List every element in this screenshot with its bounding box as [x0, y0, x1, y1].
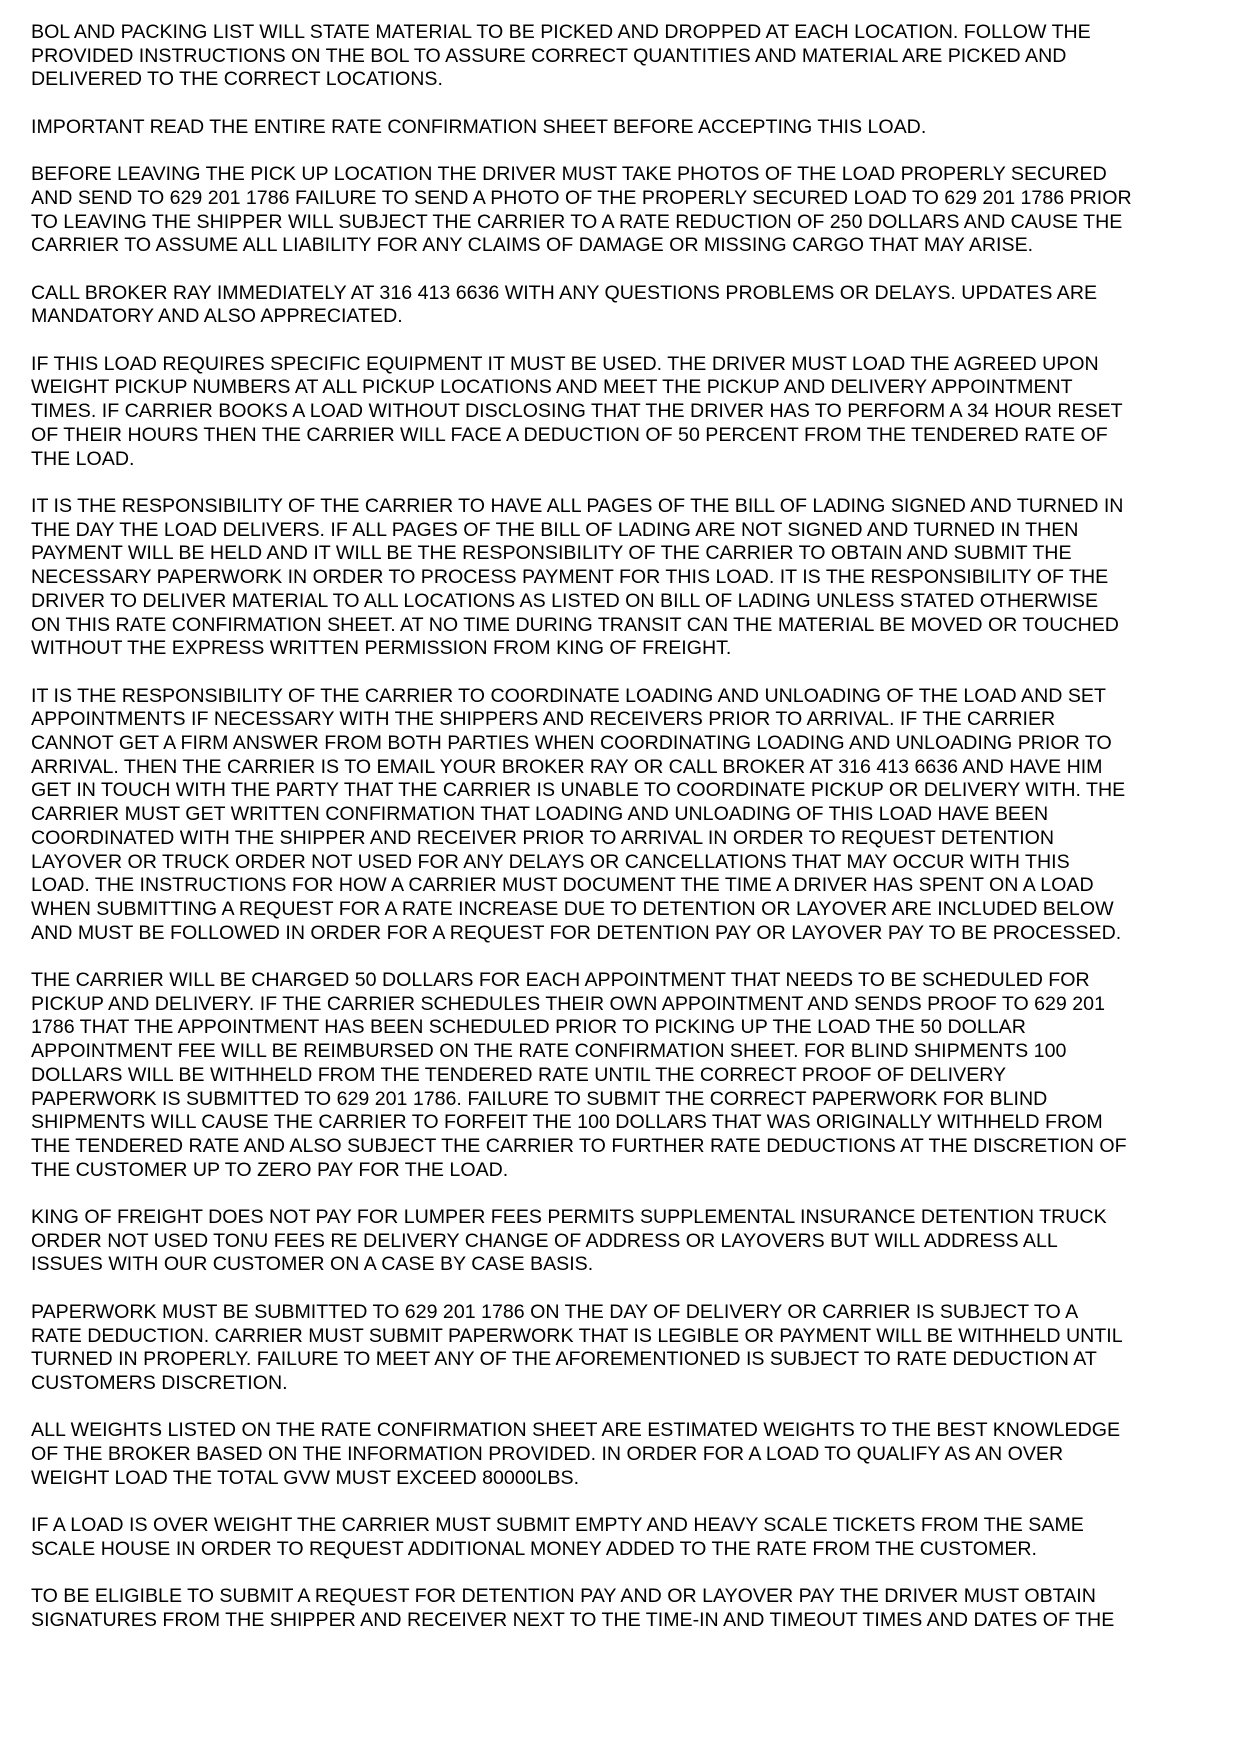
paragraph-line: MANDATORY AND ALSO APPRECIATED.: [31, 305, 403, 328]
paragraph-line: THE CUSTOMER UP TO ZERO PAY FOR THE LOAD.: [31, 1158, 509, 1181]
paragraph-line: PICKUP AND DELIVERY. IF THE CARRIER SCHEDULES THEIR OWN APPOINTMENT AND SENDS PROOF TO 629 201: [31, 992, 1105, 1015]
paragraph-line: CARRIER TO ASSUME ALL LIABILITY FOR ANY CLAIMS OF DAMAGE OR MISSING CARGO THAT MAY ARISE.: [31, 234, 1034, 257]
terms-paragraph: [31, 21, 1226, 92]
paragraph-line: DELIVERED TO THE CORRECT LOCATIONS.: [31, 68, 443, 91]
paragraph-line: TURNED IN PROPERLY. FAILURE TO MEET ANY OF THE AFOREMENTIONED IS SUBJECT TO RATE DEDUCTION AT: [31, 1348, 1097, 1371]
paragraph-line: THE DAY THE LOAD DELIVERS. IF ALL PAGES OF THE BILL OF LADING ARE NOT SIGNED AND TURNED IN THEN: [31, 518, 1079, 541]
paragraph-line: BEFORE LEAVING THE PICK UP LOCATION THE DRIVER MUST TAKE PHOTOS OF THE LOAD PROPERLY SECURED: [31, 163, 1107, 186]
paragraph-line: ORDER NOT USED TONU FEES RE DELIVERY CHANGE OF ADDRESS OR LAYOVERS BUT WILL ADDRESS ALL: [31, 1229, 1058, 1252]
paragraph-line: DRIVER TO DELIVER MATERIAL TO ALL LOCATIONS AS LISTED ON BILL OF LADING UNLESS STATED OTHERWISE: [31, 589, 1099, 612]
paragraph-line: IT IS THE RESPONSIBILITY OF THE CARRIER TO COORDINATE LOADING AND UNLOADING OF THE LOAD AND SET: [31, 684, 1106, 707]
paragraph-line: BOL AND PACKING LIST WILL STATE MATERIAL TO BE PICKED AND DROPPED AT EACH LOCATION. FOLLOW THE: [31, 21, 1091, 43]
paragraph-line: OF THE BROKER BASED ON THE INFORMATION PROVIDED. IN ORDER FOR A LOAD TO QUALIFY AS AN OVER: [31, 1443, 1064, 1466]
paragraph-line: CALL BROKER RAY IMMEDIATELY AT 316 413 6636 WITH ANY QUESTIONS PROBLEMS OR DELAYS. UPDATES ARE: [31, 281, 1098, 304]
paragraph-line: TIMES. IF CARRIER BOOKS A LOAD WITHOUT DISCLOSING THAT THE DRIVER HAS TO PERFORM A 34 HOUR RESET: [31, 400, 1123, 423]
terms-paragraph: [31, 116, 1226, 140]
paragraph-line: ALL WEIGHTS LISTED ON THE RATE CONFIRMATION SHEET ARE ESTIMATED WEIGHTS TO THE BEST KNOWLEDGE: [31, 1419, 1121, 1442]
terms-paragraph: [31, 163, 1226, 258]
paragraph-line: IF THIS LOAD REQUIRES SPECIFIC EQUIPMENT IT MUST BE USED. THE DRIVER MUST LOAD THE AGREED UPON: [31, 352, 1099, 375]
paragraph-line: SCALE HOUSE IN ORDER TO REQUEST ADDITIONAL MONEY ADDED TO THE RATE FROM THE CUSTOMER.: [31, 1537, 1037, 1560]
paragraph-line: WHEN SUBMITTING A REQUEST FOR A RATE INCREASE DUE TO DETENTION OR LAYOVER ARE INCLUDED BELOW: [31, 897, 1114, 920]
terms-paragraph: [31, 282, 1226, 329]
paragraph-line: NECESSARY PAPERWORK IN ORDER TO PROCESS PAYMENT FOR THIS LOAD. IT IS THE RESPONSIBILITY OF THE: [31, 566, 1109, 589]
paragraph-line: THE TENDERED RATE AND ALSO SUBJECT THE CARRIER TO FURTHER RATE DEDUCTIONS AT THE DISCRETION OF: [31, 1134, 1127, 1157]
paragraph-line: SIGNATURES FROM THE SHIPPER AND RECEIVER NEXT TO THE TIME-IN AND TIMEOUT TIMES AND DATES OF THE: [31, 1608, 1115, 1631]
paragraph-line: TO LEAVING THE SHIPPER WILL SUBJECT THE CARRIER TO A RATE REDUCTION OF 250 DOLLARS AND CAUSE THE: [31, 210, 1123, 233]
terms-paragraph: [31, 1514, 1226, 1561]
terms-paragraph: [31, 1419, 1226, 1490]
paragraph-line: WITHOUT THE EXPRESS WRITTEN PERMISSION FROM KING OF FREIGHT.: [31, 637, 732, 660]
paragraph-line: IMPORTANT READ THE ENTIRE RATE CONFIRMATION SHEET BEFORE ACCEPTING THIS LOAD.: [31, 115, 927, 138]
paragraph-line: ARRIVAL. THEN THE CARRIER IS TO EMAIL YOUR BROKER RAY OR CALL BROKER AT 316 413 6636 AND HAVE HIM: [31, 755, 1103, 778]
rate-confirmation-terms: [31, 21, 1226, 1656]
terms-paragraph: [31, 969, 1226, 1182]
terms-paragraph: [31, 1585, 1226, 1632]
paragraph-line: APPOINTMENTS IF NECESSARY WITH THE SHIPPERS AND RECEIVERS PRIOR TO ARRIVAL. IF THE CARRIER: [31, 708, 1056, 731]
paragraph-line: TO BE ELIGIBLE TO SUBMIT A REQUEST FOR DETENTION PAY AND OR LAYOVER PAY THE DRIVER MUST OBTAIN: [31, 1585, 1096, 1608]
paragraph-line: PAPERWORK IS SUBMITTED TO 629 201 1786. FAILURE TO SUBMIT THE CORRECT PAPERWORK FOR BLIND: [31, 1087, 1048, 1110]
paragraph-line: ISSUES WITH OUR CUSTOMER ON A CASE BY CASE BASIS.: [31, 1253, 594, 1276]
paragraph-line: GET IN TOUCH WITH THE PARTY THAT THE CARRIER IS UNABLE TO COORDINATE PICKUP OR DELIVERY WITH. THE: [31, 779, 1126, 802]
paragraph-line: THE CARRIER WILL BE CHARGED 50 DOLLARS FOR EACH APPOINTMENT THAT NEEDS TO BE SCHEDULED FOR: [31, 969, 1090, 992]
paragraph-line: PAPERWORK MUST BE SUBMITTED TO 629 201 1786 ON THE DAY OF DELIVERY OR CARRIER IS SUBJECT TO A: [31, 1300, 1079, 1323]
paragraph-line: IT IS THE RESPONSIBILITY OF THE CARRIER TO HAVE ALL PAGES OF THE BILL OF LADING SIGNED AND TURNED IN: [31, 494, 1124, 517]
terms-paragraph: [31, 353, 1226, 472]
paragraph-line: AND SEND TO 629 201 1786 FAILURE TO SEND A PHOTO OF THE PROPERLY SECURED LOAD TO 629 201 1786 PRIOR: [31, 186, 1132, 209]
paragraph-line: IF A LOAD IS OVER WEIGHT THE CARRIER MUST SUBMIT EMPTY AND HEAVY SCALE TICKETS FROM THE SAME: [31, 1514, 1084, 1537]
paragraph-line: COORDINATED WITH THE SHIPPER AND RECEIVER PRIOR TO ARRIVAL IN ORDER TO REQUEST DETENTION: [31, 826, 1055, 849]
paragraph-line: 1786 THAT THE APPOINTMENT HAS BEEN SCHEDULED PRIOR TO PICKING UP THE LOAD THE 50 DOLLAR: [31, 1016, 1026, 1039]
paragraph-line: THE LOAD.: [31, 447, 135, 470]
paragraph-line: KING OF FREIGHT DOES NOT PAY FOR LUMPER FEES PERMITS SUPPLEMENTAL INSURANCE DETENTION TRUCK: [31, 1206, 1107, 1229]
paragraph-line: OF THEIR HOURS THEN THE CARRIER WILL FACE A DEDUCTION OF 50 PERCENT FROM THE TENDERED RATE OF: [31, 423, 1108, 446]
paragraph-line: CARRIER MUST GET WRITTEN CONFIRMATION THAT LOADING AND UNLOADING OF THIS LOAD HAVE BEEN: [31, 803, 1049, 826]
paragraph-line: CANNOT GET A FIRM ANSWER FROM BOTH PARTIES WHEN COORDINATING LOADING AND UNLOADING PRIOR TO: [31, 732, 1112, 754]
paragraph-line: LAYOVER OR TRUCK ORDER NOT USED FOR ANY DELAYS OR CANCELLATIONS THAT MAY OCCUR WITH THIS: [31, 850, 1070, 873]
paragraph-line: LOAD. THE INSTRUCTIONS FOR HOW A CARRIER MUST DOCUMENT THE TIME A DRIVER HAS SPENT ON A LOAD: [31, 874, 1094, 897]
terms-paragraph: [31, 1206, 1226, 1277]
paragraph-line: DOLLARS WILL BE WITHHELD FROM THE TENDERED RATE UNTIL THE CORRECT PROOF OF DELIVERY: [31, 1063, 1007, 1086]
paragraph-line: WEIGHT PICKUP NUMBERS AT ALL PICKUP LOCATIONS AND MEET THE PICKUP AND DELIVERY APPOINTMENT: [31, 376, 1073, 399]
paragraph-line: ON THIS RATE CONFIRMATION SHEET. AT NO TIME DURING TRANSIT CAN THE MATERIAL BE MOVED OR TOUCHED: [31, 613, 1119, 636]
paragraph-line: WEIGHT LOAD THE TOTAL GVW MUST EXCEED 80000LBS.: [31, 1466, 580, 1489]
terms-paragraph: [31, 1301, 1226, 1396]
paragraph-line: PAYMENT WILL BE HELD AND IT WILL BE THE RESPONSIBILITY OF THE CARRIER TO OBTAIN AND SUBMIT THE: [31, 542, 1072, 565]
paragraph-line: RATE DEDUCTION. CARRIER MUST SUBMIT PAPERWORK THAT IS LEGIBLE OR PAYMENT WILL BE WITHHELD UNTIL: [31, 1324, 1123, 1347]
terms-paragraph: [31, 685, 1226, 946]
paragraph-line: SHIPMENTS WILL CAUSE THE CARRIER TO FORFEIT THE 100 DOLLARS THAT WAS ORIGINALLY WITHHELD FROM: [31, 1111, 1103, 1134]
paragraph-line: PROVIDED INSTRUCTIONS ON THE BOL TO ASSURE CORRECT QUANTITIES AND MATERIAL ARE PICKED AND: [31, 44, 1067, 67]
paragraph-line: CUSTOMERS DISCRETION.: [31, 1371, 288, 1394]
paragraph-line: APPOINTMENT FEE WILL BE REIMBURSED ON THE RATE CONFIRMATION SHEET. FOR BLIND SHIPMENTS 100: [31, 1040, 1067, 1063]
paragraph-line: AND MUST BE FOLLOWED IN ORDER FOR A REQUEST FOR DETENTION PAY OR LAYOVER PAY TO BE PROCESSED.: [31, 921, 1122, 944]
terms-paragraph: [31, 495, 1226, 661]
